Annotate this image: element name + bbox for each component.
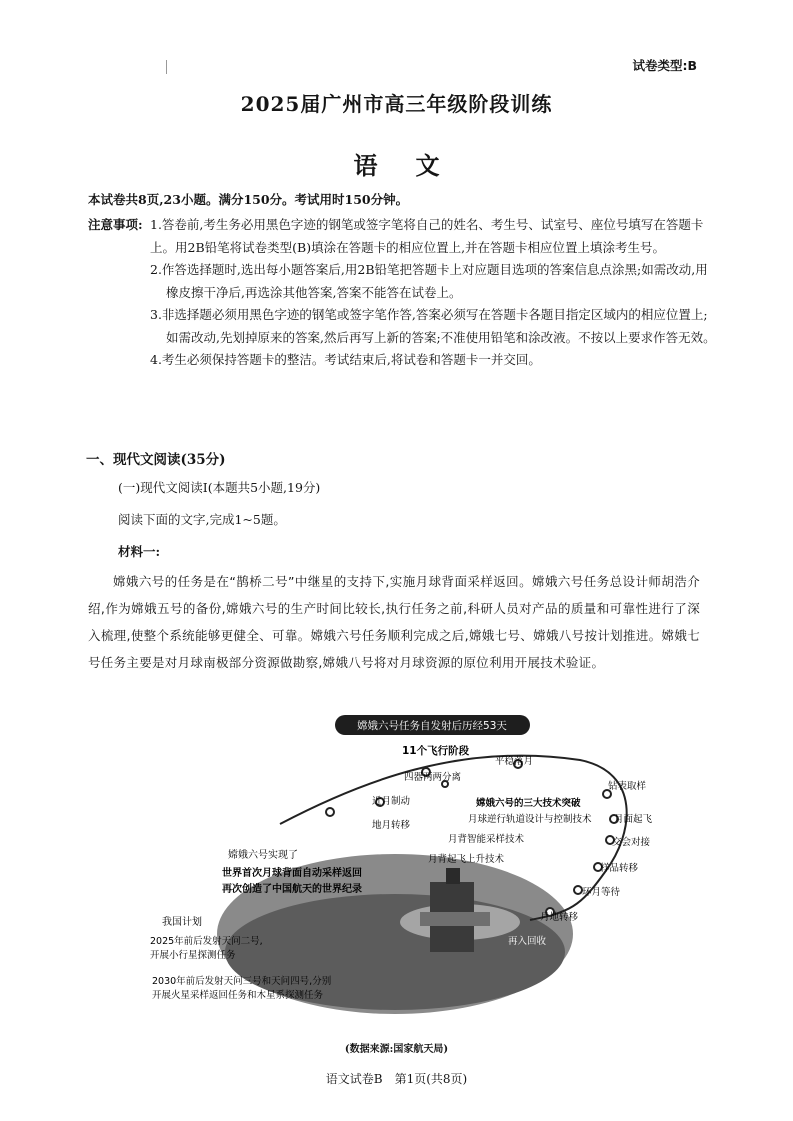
plan-item: 2030年前后发射天问三号和天问四号,分别	[152, 976, 332, 987]
material-paragraph: 嫦娥六号的任务是在“鹊桥二号”中继星的支持下,实施月球背面采样返回。嫦娥六号任务总设计师胡浩介绍,作为嫦娥五号的备份,嫦娥六号的生产时间比较长,执行任务之前,科研人员对产品的质量和可靠性进行了深入梳理,使整个系统能够更健全、可靠。嫦娥六号任务顺利完成之后,嫦娥七号、嫦娥八号按计划推进。嫦娥七号任务主要是对月球南极部分资源做勘察,嫦娥八号将对月球资源的原位利用开展技术验证。	[88, 574, 700, 670]
banner-text: 嫦娥六号任务自发射后历经53天	[357, 720, 507, 732]
material-label: 材料一:	[118, 544, 161, 559]
achievement-item: 再次创造了中国航天的世界纪录	[222, 884, 362, 895]
plan-item: 2025年前后发射天问二号,	[150, 936, 263, 947]
subject-title: 语文	[353, 151, 478, 180]
plan-item: 开展小行星探测任务	[150, 950, 236, 961]
phase-label: 四器两两分离	[404, 772, 462, 783]
achievement-title: 嫦娥六号实现了	[228, 850, 298, 861]
notice-item: 1.答卷前,考生务必用黑色字迹的钢笔或签字笔将自己的姓名、考生号、试室号、座位号填写在答题卡上。用2B铅笔将试卷类型(B)填涂在答题卡的相应位置上,并在答题卡相应位置上填涂考生号。	[150, 217, 704, 255]
exam-title: 2025届广州市高三年级阶段训练	[240, 92, 553, 116]
plan-title: 我国计划	[162, 917, 202, 928]
tech-item: 月背智能采样技术	[448, 834, 525, 845]
achievement-item: 世界首次月球背面自动采样返回	[222, 868, 362, 879]
plan-item: 开展火星采样返回任务和木星系探测任务	[152, 990, 324, 1001]
phase-label: 月地转移	[540, 912, 579, 923]
phase-label: 月面起飞	[614, 814, 653, 825]
notice-block	[88, 214, 718, 372]
notice-item: 2.作答选择题时,选出每小题答案后,用2B铅笔把答题卡上对应题目选项的答案信息点涂黑;如需改动,用橡皮擦干净后,再选涂其他答案,答案不能答在试卷上。	[150, 262, 708, 300]
change6-infographic	[130, 712, 670, 1022]
phase-label: 环月等待	[582, 887, 621, 898]
phase-label: 钻表取样	[608, 781, 647, 792]
notice-item: 3.非选择题必须用黑色字迹的钢笔或签字笔作答,答案必须写在答题卡各题目指定区域内的相应位置上;如需改动,先划掉原来的答案,然后再写上新的答案;不准使用铅笔和涂改液。不按以上要求作答无效。	[150, 307, 716, 345]
reading-instruction: 阅读下面的文字,完成1~5题。	[118, 512, 286, 527]
phase-label: 近月制动	[372, 796, 411, 807]
phase-label: 地月转移	[372, 820, 411, 831]
notice-item: 4.考生必须保持答题卡的整洁。考试结束后,将试卷和答题卡一并交回。	[150, 352, 541, 367]
tech-item: 月球逆行轨道设计与控制技术	[468, 814, 592, 825]
data-source: (数据来源:国家航天局)	[344, 1044, 449, 1055]
section-heading: 一、现代文阅读(35分)	[86, 452, 226, 468]
scan-mark	[166, 60, 167, 74]
phase-label: 交会对接	[612, 837, 651, 848]
tech-item: 月背起飞上升技术	[428, 854, 505, 865]
phase-label: 样品转移	[600, 863, 639, 874]
phase-label: 平稳落月	[495, 756, 534, 767]
exam-intro: 本试卷共8页,23小题。满分150分。考试用时150分钟。	[88, 192, 409, 207]
tech-title: 嫦娥六号的三大技术突破	[476, 798, 581, 809]
page-footer: 语文试卷B 第1页(共8页)	[325, 1072, 468, 1086]
notice-label: 注意事项:	[88, 217, 143, 232]
phase-label: 再入回收	[508, 936, 547, 947]
phases-title: 11个飞行阶段	[402, 745, 470, 757]
sub-heading: (一)现代文阅读Ⅰ(本题共5小题,19分)	[118, 480, 321, 495]
paper-type: 试卷类型:B	[632, 58, 697, 73]
